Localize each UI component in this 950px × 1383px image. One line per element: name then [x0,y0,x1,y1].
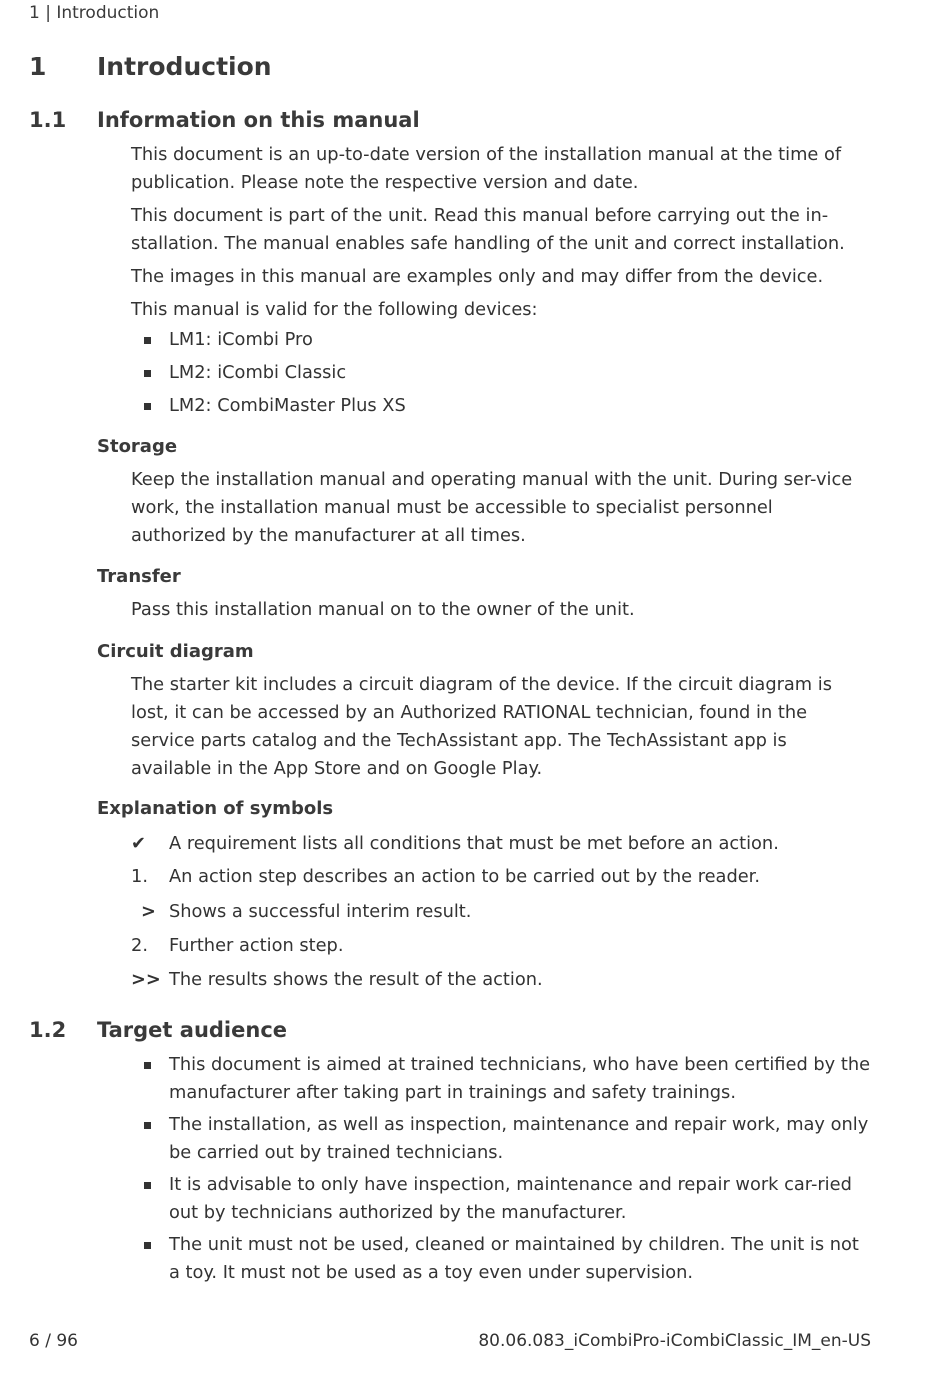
bullet-icon [144,1182,151,1189]
step-number: 2. [131,935,148,956]
bullet-icon [144,1242,151,1249]
bullet-icon [144,1122,151,1129]
symbols-list [131,830,871,994]
symbol-text: Shows a successful interim result. [169,901,472,922]
document-id: 80.06.083_iCombiPro-iCombiClassic_IM_en-US [478,1331,871,1351]
running-header: 1 | Introduction [29,3,160,23]
storage-heading: Storage [97,436,178,457]
list-item [131,1171,871,1227]
audience-list [131,1051,871,1291]
symbol-row [131,863,871,891]
list-item [131,392,871,420]
bullet-icon [144,337,151,344]
list-item-text: LM2: CombiMaster Plus XS [169,395,406,416]
section-number: 1.1 [29,108,67,132]
symbol-text: An action step describes an action to be carried out by the reader. [169,866,761,887]
list-item [131,1111,871,1167]
symbol-text: Further action step. [169,935,344,956]
transfer-text: Pass this installation manual on to the owner of the unit. [131,599,635,620]
list-item-text: The installation, as well as inspection, maintenance and repair work, may only be carried out by trained technicians. [169,1114,869,1163]
circuit-text: The starter kit includes a circuit diagram of the device. If the circuit diagram is lost, it can be accessed by an Authorized RATIONAL technician, found in the service parts catalog and the TechAssistant app. The TechAssistant app is available in the App Store and on Google Play. [131,674,832,779]
section-title: Target audience [97,1018,288,1042]
symbol-row [131,830,871,858]
symbol-row [131,966,871,994]
paragraph: The images in this manual are examples only and may differ from the device. [131,266,824,287]
list-item-text: The unit must not be used, cleaned or maintained by children. The unit is not a toy. It must not be used as a toy even under supervision. [169,1234,859,1283]
symbol-row [131,932,871,960]
final-result-icon: >> [131,969,161,990]
symbols-heading: Explanation of symbols [97,798,334,819]
chapter-title: Introduction [97,52,272,81]
page-number: 6 / 96 [29,1331,78,1351]
step-number: 1. [131,866,148,887]
list-item [131,1231,871,1287]
device-list [131,326,871,425]
bullet-icon [144,370,151,377]
bullet-icon [144,403,151,410]
list-item-text: LM2: iCombi Classic [169,362,347,383]
circuit-heading: Circuit diagram [97,641,254,662]
intro-paragraphs [131,141,871,329]
symbol-text: The results shows the result of the action. [169,969,543,990]
paragraph: This document is an up-to-date version of the installation manual at the time of publication. Please note the respective version and date. [131,144,842,193]
list-item [131,1051,871,1107]
symbol-row [131,898,871,926]
section-number: 1.2 [29,1018,67,1042]
list-item-text: This document is aimed at trained technicians, who have been certified by the manufacturer after taking part in trainings and safety trainings. [169,1054,871,1103]
bullet-icon [144,1062,151,1069]
check-icon: ✔ [131,833,146,854]
symbol-text: A requirement lists all conditions that must be met before an action. [169,833,779,854]
list-item [131,326,871,354]
list-item [131,359,871,387]
paragraph: This manual is valid for the following devices: [131,299,538,320]
chapter-number: 1 [29,52,47,81]
paragraph: This document is part of the unit. Read this manual before carrying out the in-stallation. The manual enables safe handling of the unit and correct installation. [131,205,845,254]
interim-result-icon: > [141,901,156,922]
storage-text: Keep the installation manual and operating manual with the unit. During ser-vice work, the installation manual must be accessible to specialist personnel authorized by the manufacturer at all times. [131,469,853,546]
section-title: Information on this manual [97,108,420,132]
list-item-text: It is advisable to only have inspection, maintenance and repair work car-ried out by technicians authorized by the manufacturer. [169,1174,852,1223]
list-item-text: LM1: iCombi Pro [169,329,313,350]
transfer-heading: Transfer [97,566,181,587]
